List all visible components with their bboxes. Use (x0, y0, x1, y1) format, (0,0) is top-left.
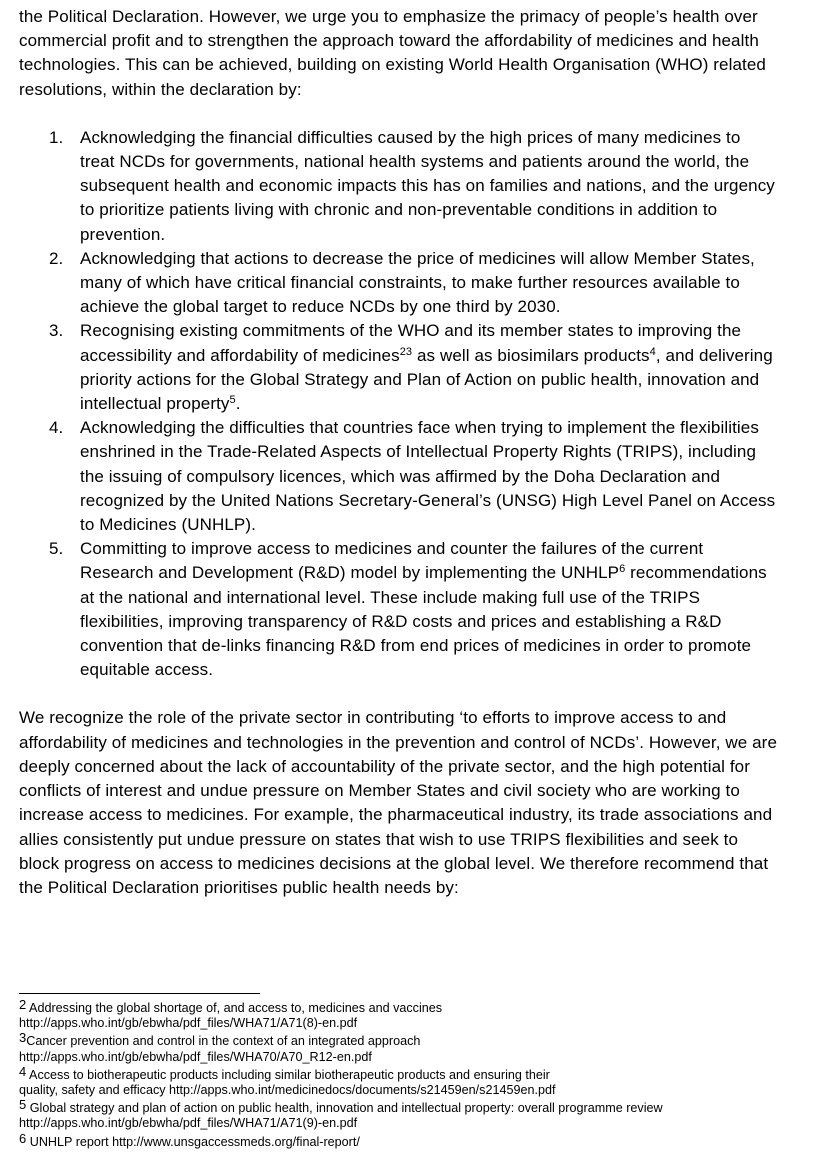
private-sector-paragraph: We recognize the role of the private sector in contributing ‘to efforts to improve access to and affordability of medicines and technologies in the prevention and control of NCDs’. However, we are deeply concerned about the lack of accountability of the private sector, and the high potential for conflicts of interest and undue pressure on Member States and civil society who are working to increase access to medicines. For example, the pharmaceutical industry, its trade associations and allies consistently put undue pressure on states that wish to use TRIPS flexibilities and seek to block progress on access to medicines decisions at the global level. We therefore recommend that the Political Declaration prioritises public health needs by: (19, 708, 777, 897)
list-item-text: Acknowledging the financial difficulties caused by the high prices of many medicines to treat NCDs for governments, national health systems and patients around the world, the subsequent health and economic impacts this has on families and nations, and the urgency to prioritize patients living with chronic and non-preventable conditions in addition to prevention. (80, 127, 775, 244)
footnote (19, 1030, 799, 1064)
list-item-number: 4. (49, 418, 64, 438)
list-item (19, 247, 779, 320)
list-item-text: Committing to improve access to medicines and counter the failures of the current Research and Development (R&D) model by implementing the UNHLP (80, 539, 704, 583)
footnote-link[interactable]: http://apps.who.int/gb/ebwha/pdf_files/WHA71/A71(9)-en.pdf (19, 1116, 358, 1131)
footnote-mark: 4 (19, 1063, 27, 1079)
footnote-mark: 3 (19, 1030, 27, 1046)
footnote-text: Global strategy and plan of action on public health, innovation and intellectual property: overall programme review (26, 1101, 663, 1116)
list-item-number: 2. (49, 248, 64, 268)
list-item (19, 319, 779, 416)
list-item-text: Recognising existing commitments of the WHO and its member states to improving the accessibility and affordability of medicines (80, 321, 742, 365)
list-item-number: 5. (49, 539, 64, 559)
footnote (19, 997, 799, 1031)
list-item-text: Acknowledging the difficulties that countries face when trying to implement the flexibilities enshrined in the Trade-Related Aspects of Intellectual Property Rights (TRIPS), including the issuing of compulsory licences, which was affirmed by the Doha Declaration and recognized by the United Nations Secretary-General’s (UNSG) High Level Panel on Access to Medicines (UNHLP). (80, 418, 776, 535)
list-item-text: Acknowledging that actions to decrease the price of medicines will allow Member States, many of which have critical financial constraints, to make further resources available to achieve the global target to reduce NCDs by one third by 2030. (80, 248, 755, 317)
footnotes (19, 997, 799, 1153)
intro-paragraph: the Political Declaration. However, we urge you to emphasize the primacy of people’s health over commercial profit and to strengthen the approach toward the affordability of medicines and health technologies. This can be achieved, building on existing World Health Organisation (WHO) related resolutions, within the declaration by: (19, 7, 766, 99)
footnote-text: Cancer prevention and control in the context of an integrated approach (26, 1034, 421, 1049)
footnote-text[interactable]: UNHLP report http://www.unsgaccessmeds.org/final-report/ (26, 1134, 360, 1149)
footnote-text: Addressing the global shortage of, and access to, medicines and vaccines (26, 1001, 443, 1015)
footnote (19, 1063, 799, 1098)
footnote-separator (19, 993, 260, 994)
footnote (19, 1097, 799, 1131)
list-item-text: recommendations at the national and international level. These include making full use of the TRIPS flexibilities, improving transparency of R&D costs and prices and establishing a R&D convention that de-links financing R&D from end prices of medicines in order to promote equitable access. (80, 563, 767, 680)
footnote-link[interactable]: http://apps.who.int/gb/ebwha/pdf_files/WHA71/A71(8)-en.pdf (19, 1016, 358, 1031)
list-item (19, 416, 779, 537)
list-item-number: 1. (49, 127, 64, 147)
footnote-link[interactable]: http://apps.who.int/gb/ebwha/pdf_files/WHA70/A70_R12-en.pdf (19, 1049, 372, 1064)
list-item-text: , and delivering priority actions for the Global Strategy and Plan of Action on public health, innovation and intellectual property (80, 345, 773, 414)
footnote-mark: 2 (19, 997, 27, 1012)
list-item-number: 3. (49, 321, 64, 341)
footnote-mark: 6 (19, 1130, 27, 1146)
recommendation-list (19, 126, 779, 683)
footnote (19, 1130, 799, 1150)
footnote-ref[interactable]: 4 (649, 345, 656, 358)
footnote-ref[interactable]: 5 (229, 394, 236, 407)
list-item (19, 126, 779, 247)
list-item-text: . (235, 394, 241, 414)
footnote-ref[interactable]: 23 (399, 345, 413, 358)
footnote-ref[interactable]: 6 (619, 563, 626, 576)
list-item-text: as well as biosimilars products (412, 345, 650, 365)
document-body (19, 5, 779, 900)
footnote-link[interactable]: quality, safety and efficacy http://apps.who.int/medicinedocs/documents/s21459en/s21459en.pdf (19, 1083, 556, 1098)
list-item (19, 537, 779, 682)
footnote-mark: 5 (19, 1097, 27, 1113)
footnote-text: Access to biotherapeutic products including similar biotherapeutic products and ensuring their (26, 1067, 550, 1082)
